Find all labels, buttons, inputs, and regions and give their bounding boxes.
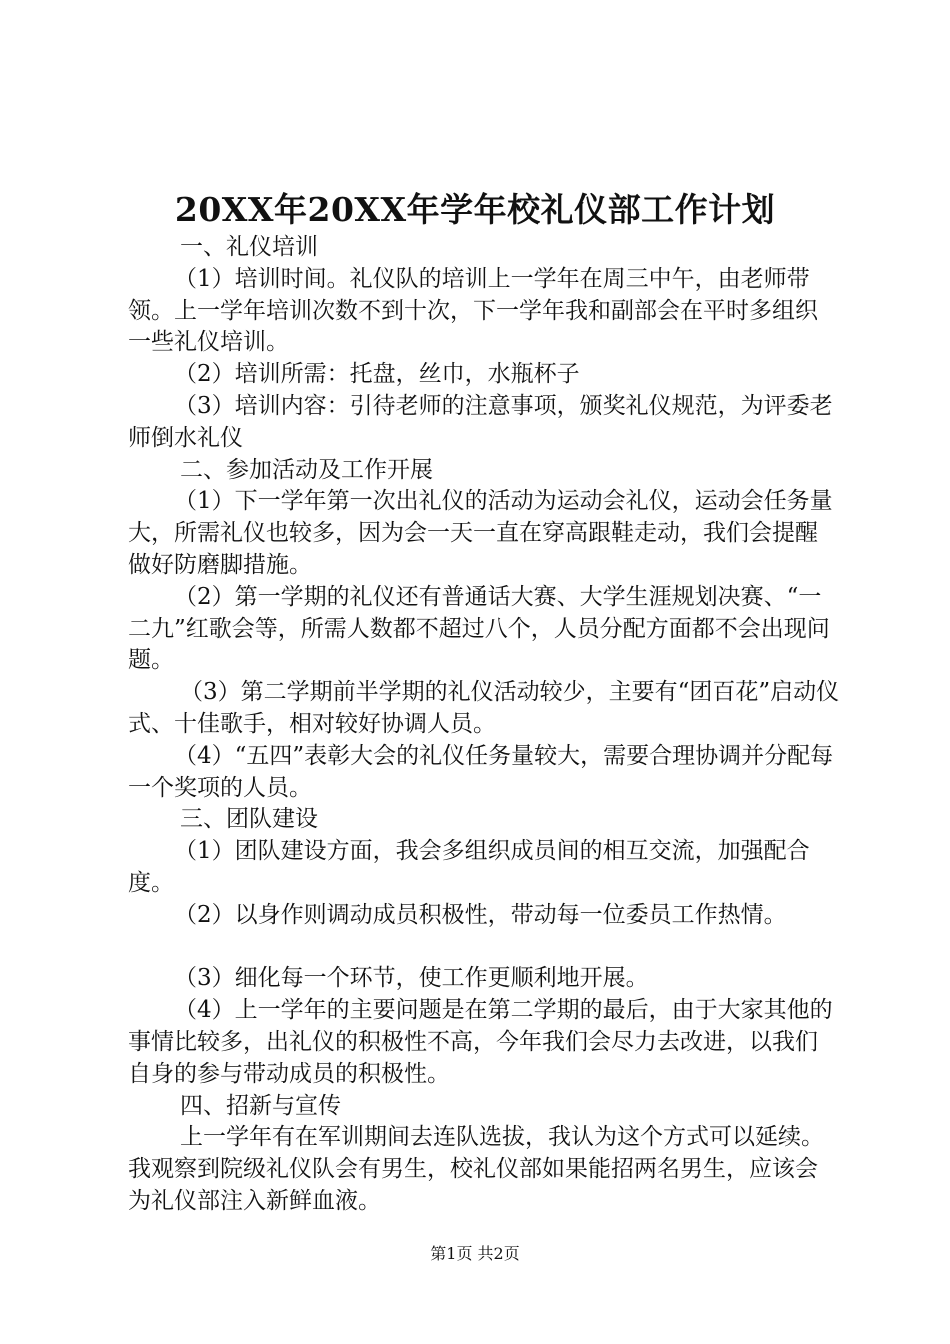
section-heading: 三、团队建设 [180, 806, 318, 833]
paragraph: （3）细化每一个环节，使工作更顺利地开展。 [174, 965, 649, 992]
page-footer: 第1页 共2页 [430, 1244, 520, 1263]
paragraph: （4）上一学年的主要问题是在第二学期的最后，由于大家其他的事情比较多，出礼仪的积极性不高，今年我们会尽力去改进，以我们自身的参与带动成员的积极性。 [128, 997, 833, 1087]
section-heading: 二、参加活动及工作开展 [180, 456, 433, 483]
section-heading: 四、招新与宣传 [180, 1092, 341, 1119]
paragraph: （2）以身作则调动成员积极性，带动每一位委员工作热情。 [174, 901, 787, 928]
section-heading: 一、礼仪培训 [180, 234, 318, 260]
paragraph: （3）第二学期前半学期的礼仪活动较少，主要有“团百花”启动仪式、十佳歌手，相对较好协调人员。 [128, 679, 840, 737]
paragraph: （2）培训所需：托盘，丝巾，水瓶杯子 [174, 361, 580, 388]
paragraph: （4）“五四”表彰大会的礼仪任务量较大，需要合理协调并分配每一个奖项的人员。 [128, 742, 834, 801]
document-title: 20XX年20XX年学年校礼仪部工作计划 [174, 190, 776, 229]
paragraph: （3）培训内容：引待老师的注意事项，颁奖礼仪规范，为评委老师倒水礼仪 [128, 392, 833, 451]
paragraph: （1）下一学年第一次出礼仪的活动为运动会礼仪，运动会任务量大，所需礼仪也较多，因为会一天一直在穿高跟鞋走动，我们会提醒做好防磨脚措施。 [128, 488, 833, 578]
paragraph: （1）培训时间。礼仪队的培训上一学年在周三中午，由老师带领。上一学年培训次数不到十次，下一学年我和副部会在平时多组织一些礼仪培训。 [128, 265, 818, 356]
paragraph: （1）团队建设方面，我会多组织成员间的相互交流，加强配合度。 [128, 838, 810, 896]
paragraph: 上一学年有在军训期间去连队选拔，我认为这个方式可以延续。我观察到院级礼仪队会有男生，校礼仪部如果能招两名男生，应该会为礼仪部注入新鲜血液。 [128, 1124, 824, 1214]
blank-line [128, 932, 840, 964]
paragraph: （2）第一学期的礼仪还有普通话大赛、大学生涯规划决赛、“一二九”红歌会等，所需人数都不超过八个，人员分配方面都不会出现问题。 [128, 583, 830, 674]
document-body [128, 232, 840, 1218]
